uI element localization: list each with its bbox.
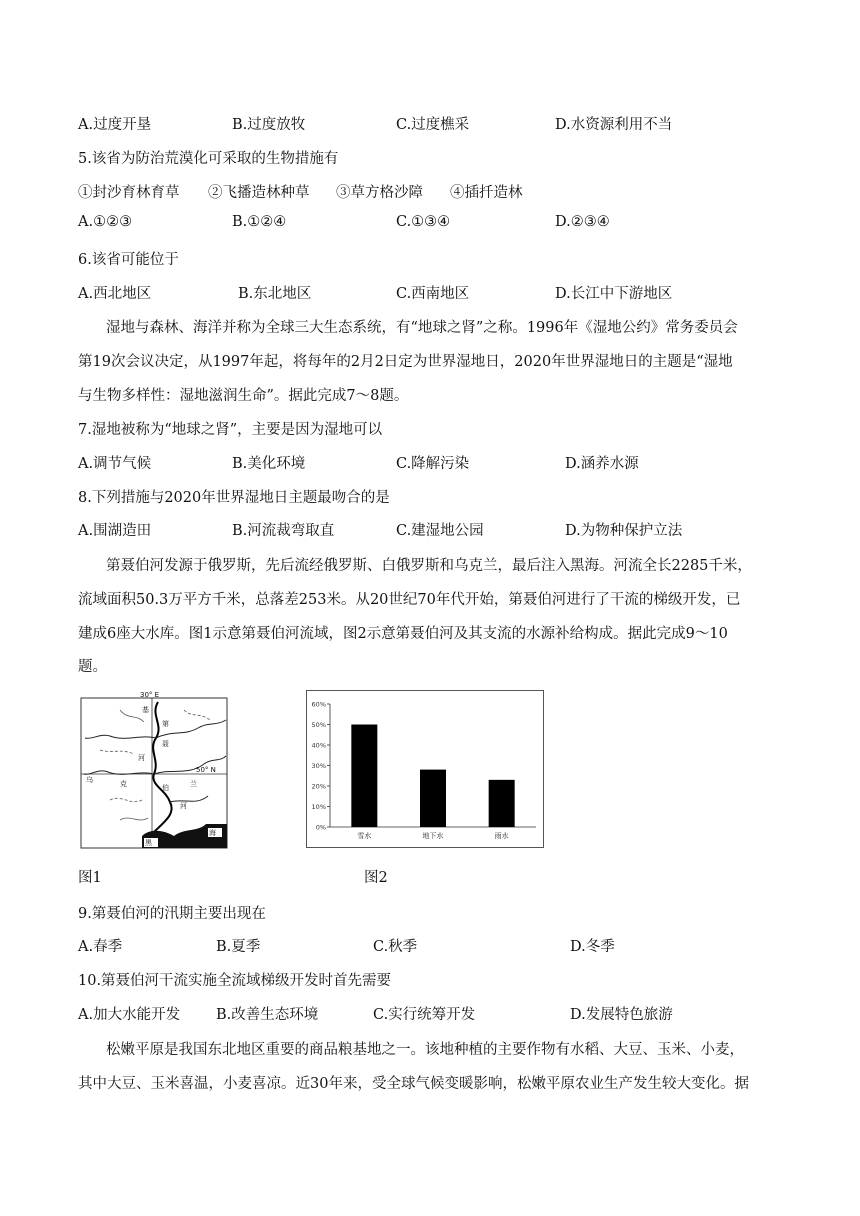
y-tick-label: 0% bbox=[315, 823, 326, 832]
dnieper-basin-map bbox=[80, 690, 230, 850]
q5-option-c: C.①③④ bbox=[396, 214, 451, 230]
y-tick-label: 40% bbox=[311, 741, 326, 750]
songnen-passage-line-2: 其中大豆、玉米喜温，小麦喜凉。近30年来，受全球气候变暖影响，松嫩平原农业生产发生较大变化。据 bbox=[78, 1076, 749, 1092]
q8-option-c: C.建湿地公园 bbox=[396, 523, 484, 539]
map-char-10: 河 bbox=[138, 754, 145, 762]
q6-option-a: A.西北地区 bbox=[78, 286, 152, 302]
y-tick-label: 60% bbox=[311, 700, 326, 709]
q7-option-d: D.涵养水源 bbox=[565, 456, 639, 472]
map-longitude-label: 30° E bbox=[140, 691, 160, 699]
map-char-8: 黑 bbox=[145, 839, 152, 847]
q5-item-4: ④插扦造林 bbox=[450, 185, 523, 201]
map-char-1: 第 bbox=[162, 720, 169, 728]
q4-option-d: D.水资源利用不当 bbox=[555, 117, 673, 133]
q8-stem: 8.下列措施与2020年世界湿地日主题最吻合的是 bbox=[78, 490, 390, 506]
wetland-passage-line-1: 湿地与森林、海洋并称为全球三大生态系统，有“地球之肾”之称。1996年《湿地公约》常务委员会 bbox=[106, 320, 738, 336]
map-char-11: 基 bbox=[142, 706, 149, 714]
q8-option-a: A.围湖造田 bbox=[78, 523, 152, 539]
q9-option-d: D.冬季 bbox=[570, 939, 615, 955]
q6-option-d: D.长江中下游地区 bbox=[555, 286, 673, 302]
y-tick-label: 10% bbox=[311, 803, 326, 811]
map-char-5: 乌 bbox=[86, 776, 93, 784]
q6-option-c: C.西南地区 bbox=[396, 286, 470, 302]
wetland-passage-line-3: 与生物多样性：湿地滋润生命”。据此完成7～8题。 bbox=[78, 388, 409, 404]
x-category-label: 雨水 bbox=[494, 832, 509, 840]
q7-option-c: C.降解污染 bbox=[396, 456, 470, 472]
figure-2-caption: 图2 bbox=[364, 870, 388, 886]
q9-option-c: C.秋季 bbox=[373, 939, 418, 955]
q10-stem: 10.第聂伯河干流实施全流域梯级开发时首先需要 bbox=[78, 973, 392, 989]
map-char-9: 海 bbox=[209, 829, 216, 837]
q10-option-c: C.实行统筹开发 bbox=[373, 1007, 476, 1023]
q9-stem: 9.第聂伯河的汛期主要出现在 bbox=[78, 906, 266, 922]
q5-item-3: ③草方格沙障 bbox=[336, 185, 423, 201]
map-char-2: 聂 bbox=[162, 740, 169, 748]
bar-2 bbox=[420, 770, 446, 827]
water-supply-bar-chart bbox=[306, 690, 544, 848]
x-category-label: 雪水 bbox=[357, 832, 372, 840]
y-tick-label: 30% bbox=[311, 762, 326, 770]
map-char-3: 伯 bbox=[162, 784, 169, 792]
dnieper-passage-line-4: 题。 bbox=[78, 659, 107, 675]
q7-option-b: B.美化环境 bbox=[232, 456, 306, 472]
q10-option-b: B.改善生态环境 bbox=[216, 1007, 319, 1023]
q5-item-1: ①封沙育林育草 bbox=[78, 185, 180, 201]
q5-option-a: A.①②③ bbox=[78, 214, 133, 230]
map-char-6: 克 bbox=[120, 780, 127, 788]
q5-option-b: B.①②④ bbox=[232, 214, 287, 230]
x-category-label: 地下水 bbox=[422, 832, 444, 840]
wetland-passage-line-2: 第19次会议决定，从1997年起，将每年的2月2日定为世界湿地日，2020年世界湿地日的主题是“湿地 bbox=[78, 354, 733, 370]
q4-option-c: C.过度樵采 bbox=[396, 117, 470, 133]
map-char-7: 兰 bbox=[190, 780, 197, 788]
q7-stem: 7.湿地被称为“地球之肾”，主要是因为湿地可以 bbox=[78, 422, 383, 438]
map-char-4: 河 bbox=[180, 802, 187, 810]
dnieper-passage-line-3: 建成6座大水库。图1示意第聂伯河流域，图2示意第聂伯河及其支流的水源补给构成。据此完成9～10 bbox=[78, 626, 728, 642]
q9-option-b: B.夏季 bbox=[216, 939, 261, 955]
q5-stem: 5.该省为防治荒漠化可采取的生物措施有 bbox=[78, 151, 339, 167]
dnieper-passage-line-2: 流域面积50.3万平方千米，总落差253米。从20世纪70年代开始，第聂伯河进行了干流的梯级开发，已 bbox=[78, 592, 741, 608]
bar-1 bbox=[351, 725, 377, 828]
q9-option-a: A.春季 bbox=[78, 939, 123, 955]
y-tick-label: 50% bbox=[311, 721, 326, 729]
q5-option-d: D.②③④ bbox=[555, 214, 610, 230]
q4-option-a: A.过度开垦 bbox=[78, 117, 152, 133]
q10-option-a: A.加大水能开发 bbox=[78, 1007, 181, 1023]
q10-option-d: D.发展特色旅游 bbox=[570, 1007, 673, 1023]
q6-option-b: B.东北地区 bbox=[238, 286, 312, 302]
y-tick-label: 20% bbox=[311, 782, 326, 791]
q4-option-b: B.过度放牧 bbox=[232, 117, 306, 133]
songnen-passage-line-1: 松嫩平原是我国东北地区重要的商品粮基地之一。该地种植的主要作物有水稻、大豆、玉米、小麦， bbox=[106, 1042, 744, 1058]
bar-3 bbox=[489, 780, 515, 827]
q8-option-d: D.为物种保护立法 bbox=[565, 523, 683, 539]
figure-1-caption: 图1 bbox=[78, 870, 102, 886]
dnieper-passage-line-1: 第聂伯河发源于俄罗斯，先后流经俄罗斯、白俄罗斯和乌克兰，最后注入黑海。河流全长2285千米， bbox=[106, 558, 752, 574]
q7-option-a: A.调节气候 bbox=[78, 456, 152, 472]
q5-item-2: ②飞播造林种草 bbox=[208, 185, 310, 201]
q8-option-b: B.河流裁弯取直 bbox=[232, 523, 335, 539]
map-latitude-label: 50° N bbox=[196, 766, 216, 774]
q6-stem: 6.该省可能位于 bbox=[78, 252, 179, 268]
